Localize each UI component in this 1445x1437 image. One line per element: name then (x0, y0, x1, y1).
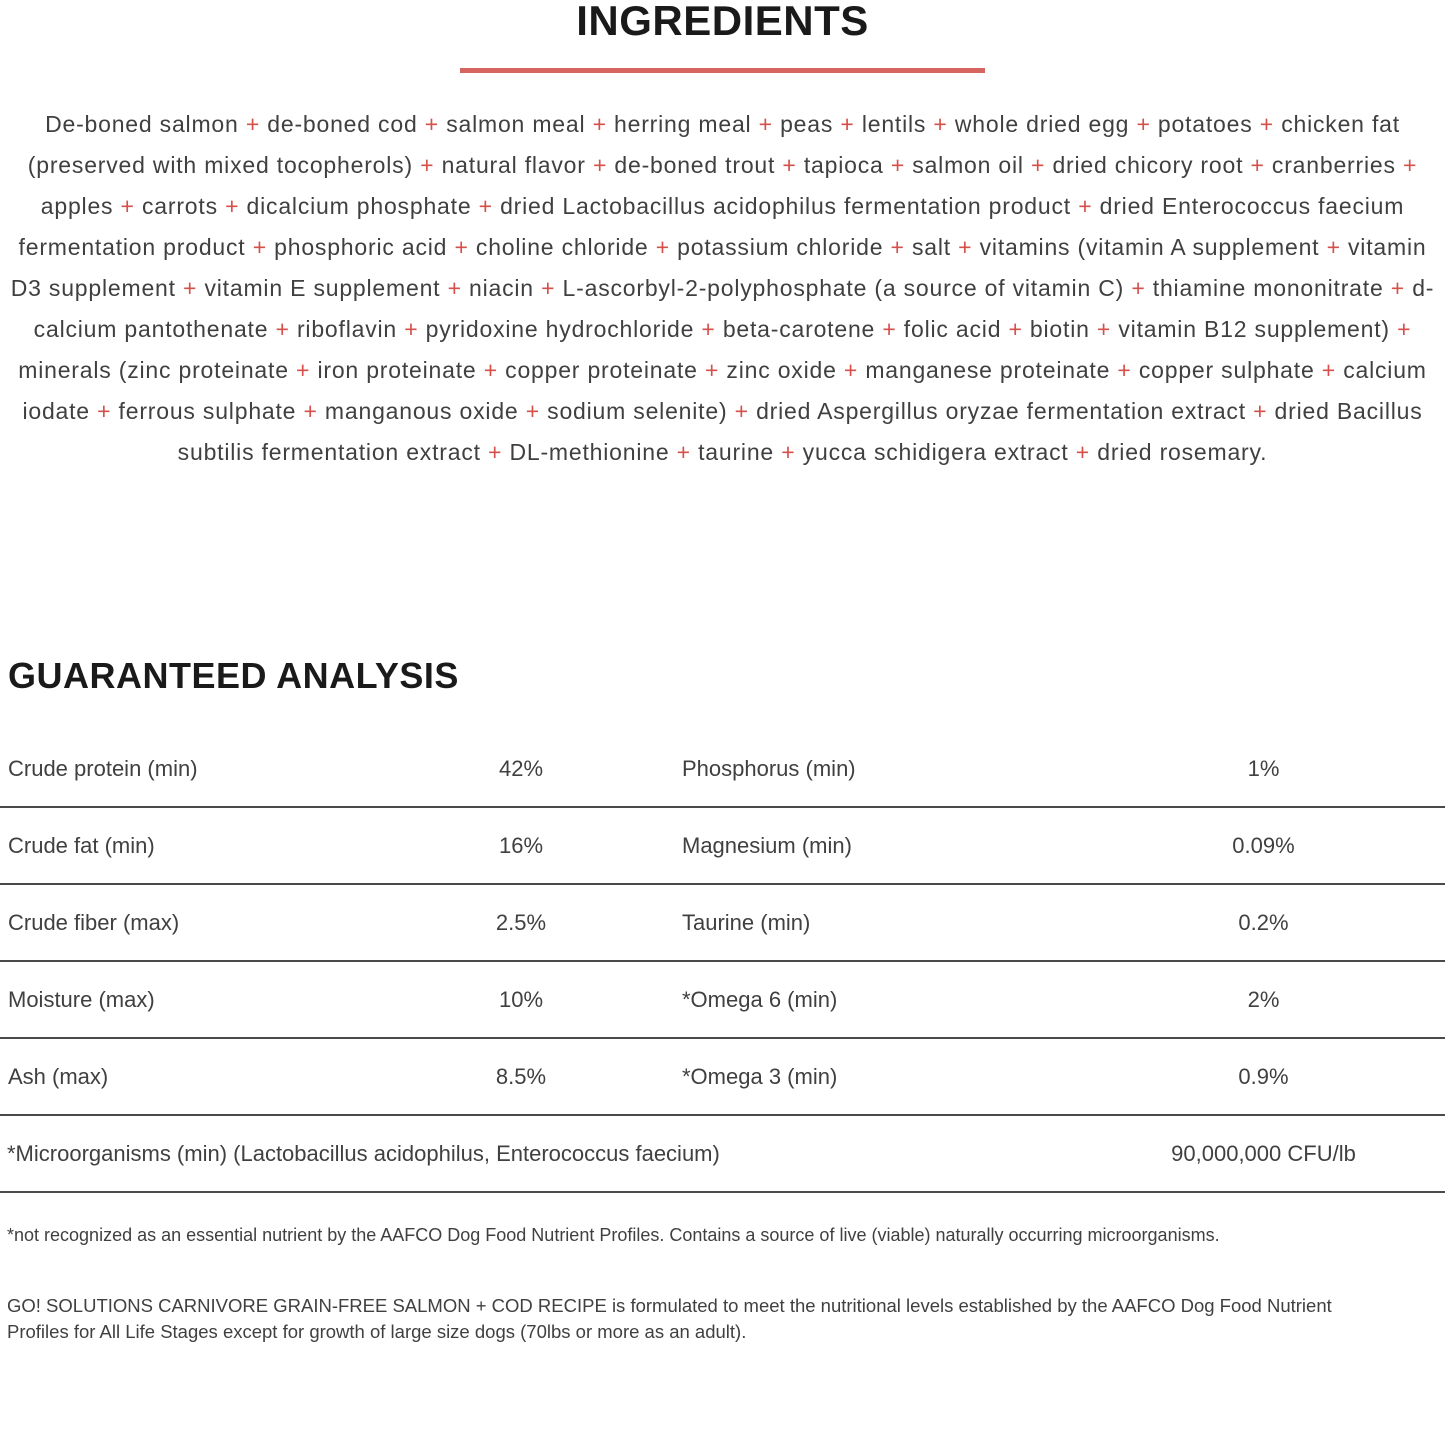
plus-separator: + (882, 316, 897, 342)
plus-separator: + (734, 398, 749, 424)
ingredients-heading: INGREDIENTS (576, 0, 869, 44)
nutrient-value: 0.09% (1232, 832, 1295, 858)
plus-separator: + (890, 234, 905, 260)
nutrient-value: 16% (498, 832, 544, 858)
microorganisms-row (0, 1116, 1445, 1193)
plus-separator: + (1326, 234, 1341, 260)
aafco-footnote: *not recognized as an essential nutrient by the AAFCO Dog Food Nutrient Profiles. Contains a source of live (viable) naturally occurring microorganisms. (7, 1225, 1220, 1245)
formulation-statement: GO! SOLUTIONS CARNIVORE GRAIN-FREE SALMON + COD RECIPE is formulated to meet the nutritional levels established by the AAFCO Dog Food Nutrient Profiles for All Life Stages except for growth of large size dogs (70lbs or more as an adult). (7, 1295, 1332, 1342)
nutrient-value: 0.2% (1238, 909, 1289, 935)
plus-separator: + (120, 193, 135, 219)
plus-separator: + (488, 439, 503, 465)
plus-separator: + (404, 316, 419, 342)
nutrient-value: 8.5% (495, 1063, 547, 1089)
plus-separator: + (1117, 357, 1132, 383)
analysis-row (0, 731, 1445, 808)
nutrient-value: 0.9% (1238, 1063, 1289, 1089)
plus-separator: + (478, 193, 493, 219)
plus-separator: + (592, 111, 607, 137)
plus-separator: + (1390, 275, 1405, 301)
plus-separator: + (958, 234, 973, 260)
nutrient-label: Moisture (max) (8, 986, 155, 1012)
plus-separator: + (303, 398, 318, 424)
plus-separator: + (1008, 316, 1023, 342)
plus-separator: + (1321, 357, 1336, 383)
plus-separator: + (541, 275, 556, 301)
plus-separator: + (701, 316, 716, 342)
plus-separator: + (447, 275, 462, 301)
microorganisms-label: *Microorganisms (min) (Lactobacillus acidophilus, Enterococcus faecium) (7, 1140, 720, 1166)
plus-separator: + (676, 439, 691, 465)
plus-separator: + (1253, 398, 1268, 424)
plus-separator: + (704, 357, 720, 383)
plus-separator: + (245, 111, 261, 137)
plus-separator: + (424, 111, 439, 137)
plus-separator: + (225, 193, 240, 219)
plus-separator: + (890, 152, 906, 178)
plus-separator: + (483, 357, 498, 383)
plus-separator: + (1075, 439, 1091, 465)
microorganisms-value: 90,000,000 CFU/lb (1171, 1140, 1356, 1166)
plus-separator: + (97, 398, 112, 424)
nutrient-label: Phosphorus (min) (682, 755, 856, 781)
plus-separator: + (1259, 111, 1274, 137)
nutrient-value: 2.5% (495, 909, 547, 935)
nutrient-label: Crude fat (min) (8, 832, 155, 858)
plus-separator: + (525, 398, 540, 424)
analysis-row (0, 885, 1445, 962)
analysis-row (0, 962, 1445, 1039)
ingredients-section (0, 0, 1445, 473)
plus-separator: + (592, 152, 608, 178)
plus-separator: + (1031, 152, 1046, 178)
nutrient-label: Crude fiber (max) (8, 909, 180, 935)
nutrient-label: *Omega 6 (min) (682, 986, 838, 1012)
guaranteed-analysis-section (0, 655, 1445, 1345)
analysis-row (0, 1039, 1445, 1116)
nutrient-label: Crude protein (min) (8, 755, 198, 781)
guaranteed-analysis-table (0, 731, 1445, 1193)
plus-separator: + (252, 234, 267, 260)
plus-separator: + (454, 234, 469, 260)
plus-separator: + (1131, 275, 1146, 301)
plus-separator: + (275, 316, 290, 342)
plus-separator: + (1136, 111, 1151, 137)
plus-separator: + (758, 111, 773, 137)
plus-separator: + (420, 152, 435, 178)
ingredients-text: De-boned salmon + de-boned cod + salmon meal + herring meal + peas + lentils + whole dried egg + potatoes + chicken fat (preserved with mixed tocopherols) + natural flavor + de-boned trout + tapioca + salmon oil + dried chicory root + cranberries + apples + carrots + dicalcium phosphate + dried Lactobacillus acidophilus fermentation product + dried Enterococcus faecium fermentation product + phosphoric acid + choline chloride + potassium chloride + salt + vitamins (vitamin A supplement + vitamin D3 supplement + vitamin E supplement + niacin + L-ascorbyl-2-polyphosphate (a source of vitamin C) + thiamine mononitrate + d-calcium pantothenate + riboflavin + pyridoxine hydrochloride + beta-carotene + folic acid + biotin + vitamin B12 supplement) + minerals (zinc proteinate + iron proteinate + copper proteinate + zinc oxide + manganese proteinate + copper sulphate + calcium iodate + ferrous sulphate + manganous oxide + sodium selenite) + dried Aspergillus oryzae fermentation extract + dried Bacillus subtilis fermentation extract + DL-methionine + taurine + yucca schidigera extract + dried rosemary. (10, 111, 1435, 465)
nutrient-value: 10% (498, 986, 544, 1012)
nutrient-value: 42% (498, 755, 544, 781)
heading-underline-rule (460, 68, 985, 73)
guaranteed-analysis-heading: GUARANTEED ANALYSIS (8, 655, 459, 696)
plus-separator: + (840, 111, 855, 137)
nutrient-value: 1% (1247, 755, 1280, 781)
nutrient-label: *Omega 3 (min) (682, 1063, 838, 1089)
nutrient-label: Magnesium (min) (682, 832, 852, 858)
analysis-row (0, 808, 1445, 885)
plus-separator: + (843, 357, 859, 383)
nutrient-label: Ash (max) (8, 1063, 109, 1089)
plus-separator: + (183, 275, 198, 301)
plus-separator: + (933, 111, 948, 137)
plus-separator: + (782, 152, 797, 178)
nutrient-label: Taurine (min) (682, 909, 811, 935)
plus-separator: + (1096, 316, 1112, 342)
plus-separator: + (1250, 152, 1265, 178)
analysis-rows (0, 731, 1445, 1116)
nutrient-value: 2% (1247, 986, 1280, 1012)
plus-separator: + (1397, 316, 1412, 342)
plus-separator: + (296, 357, 311, 383)
plus-separator: + (781, 439, 796, 465)
plus-separator: + (655, 234, 670, 260)
plus-separator: + (1078, 193, 1093, 219)
plus-separator: + (1402, 152, 1418, 178)
